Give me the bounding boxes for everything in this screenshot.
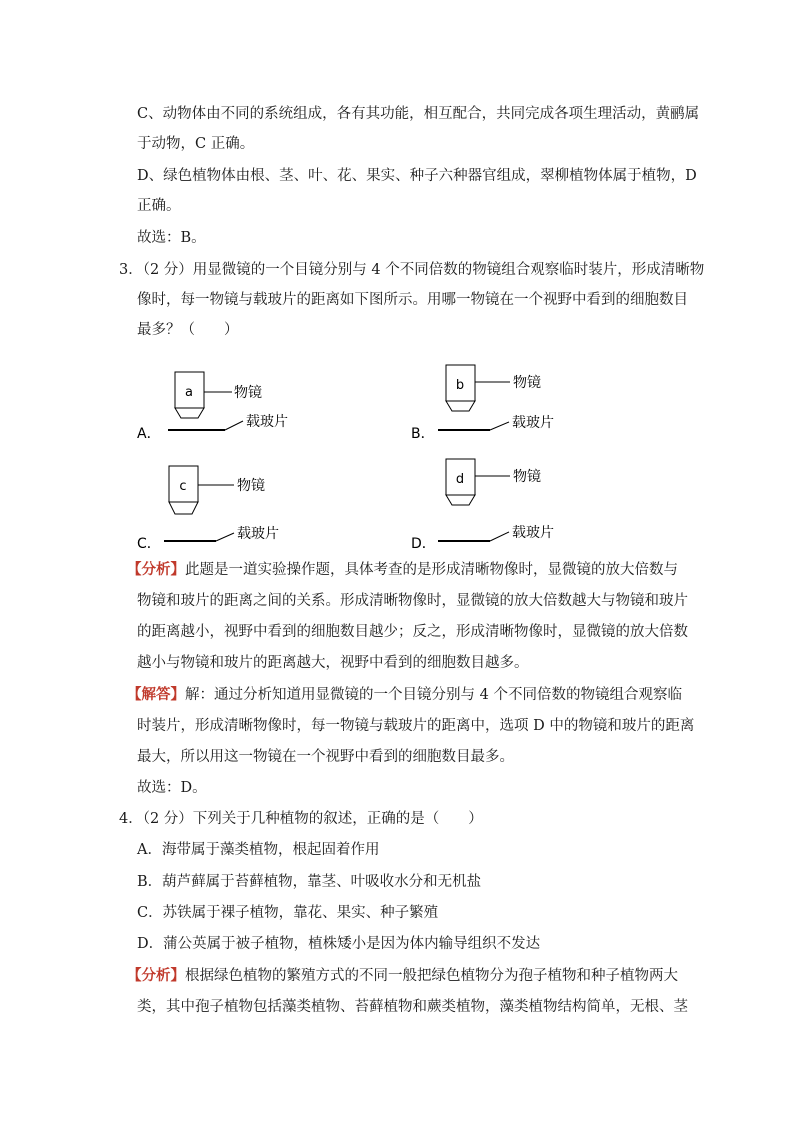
option-a-label: A． (137, 426, 161, 442)
q3-stem-line2: 像时，每一物镜与载玻片的距离如下图所示。用哪一物镜在一个视野中看到的细胞数目 (137, 292, 688, 308)
solution-tag: 【解答】 (127, 686, 185, 703)
analysis-tag: 【分析】 (127, 561, 185, 578)
q3-solution-line1: 【解答】解：通过分析知道用显微镜的一个目镜分别与 4 个不同倍数的物镜组合观察临 (127, 686, 682, 703)
q3-stem-line3: 最多？（ ） (137, 322, 239, 338)
q4-option-d: D．蒲公英属于被子植物，植株矮小是因为体内输导组织不发达 (137, 936, 541, 952)
label-objective-d: 物镜 (513, 469, 541, 485)
objective-lens-d (446, 495, 475, 505)
diagram-c (137, 466, 279, 552)
q3-analysis-line1: 【分析】此题是一道实验操作题，具体考查的是形成清晰物像时，显微镜的放大倍数与 (127, 561, 678, 578)
objective-diagrams (0, 355, 794, 555)
objective-lens-b (446, 401, 475, 411)
q4-stem: 4．（2 分）下列关于几种植物的叙述，正确的是（ ） (119, 811, 483, 827)
letter-d: d (455, 472, 465, 487)
option-d-explanation-line1: D、绿色植物体由根、茎、叶、花、果实、种子六种器官组成，翠柳植物体属于植物，D (137, 168, 697, 184)
pointer-slide-a (225, 421, 243, 430)
option-d-explanation-line2: 正确。 (137, 198, 181, 214)
q3-analysis-line4: 越小与物镜和玻片的距离越大，视野中看到的细胞数目越多。 (137, 655, 529, 671)
q3-answer: 故选：D。 (137, 780, 207, 796)
pointer-slide-b (490, 422, 509, 430)
label-slide-a: 载玻片 (246, 414, 288, 430)
q3-stem-line1: 3．（2 分）用显微镜的一个目镜分别与 4 个不同倍数的物镜组合观察临时装片，形成清晰物 (119, 262, 705, 278)
label-slide-d: 载玻片 (512, 525, 554, 541)
option-c-explanation-line2: 于动物，C 正确。 (137, 136, 255, 152)
q3-solution-line3: 最大，所以用这一物镜在一个视野中看到的细胞数目最多。 (137, 749, 514, 765)
diagram-d (411, 459, 554, 552)
label-slide-b: 载玻片 (512, 415, 554, 431)
q4-analysis-tag: 【分析】 (127, 967, 185, 984)
letter-c: c (179, 479, 187, 494)
label-slide-c: 载玻片 (237, 526, 279, 542)
pointer-slide-d (490, 532, 509, 541)
letter-b: b (455, 378, 465, 393)
q4-option-a: A．海带属于藻类植物，根起固着作用 (137, 842, 380, 858)
previous-answer: 故选：B。 (137, 230, 206, 246)
diagram-b (411, 365, 554, 442)
objective-lens-a (175, 408, 204, 418)
q4-option-b: B．葫芦藓属于苔藓植物，靠茎、叶吸收水分和无机盐 (137, 874, 482, 890)
q3-solution-line2: 时装片，形成清晰物像时，每一物镜与载玻片的距离中，选项 D 中的物镜和玻片的距离 (137, 718, 695, 734)
label-objective-a: 物镜 (234, 385, 262, 401)
q3-analysis-line2: 物镜和玻片的距离之间的关系。形成清晰物像时，显微镜的放大倍数越大与物镜和玻片 (137, 593, 688, 609)
q4-analysis-line1: 【分析】根据绿色植物的繁殖方式的不同一般把绿色植物分为孢子植物和种子植物两大 (127, 967, 678, 984)
label-objective-b: 物镜 (513, 375, 541, 391)
q3-analysis-line3: 的距离越小，视野中看到的细胞数目越少；反之，形成清晰物像时，显微镜的放大倍数 (137, 624, 688, 640)
option-c-label: C． (137, 536, 161, 552)
option-c-explanation-line1: C、动物体由不同的系统组成，各有其功能，相互配合，共同完成各项生理活动，黄鹂属 (137, 106, 700, 122)
option-b-label: B． (411, 426, 435, 442)
option-d-label: D． (411, 536, 436, 552)
q4-option-c: C．苏铁属于裸子植物，靠花、果实、种子繁殖 (137, 905, 439, 921)
label-objective-c: 物镜 (237, 478, 265, 494)
pointer-slide-c (216, 533, 234, 541)
letter-a: a (185, 385, 193, 400)
objective-lens-c (169, 502, 198, 514)
q4-analysis-line2: 类，其中孢子植物包括藻类植物、苔藓植物和蕨类植物，藻类植物结构简单，无根、茎 (137, 999, 688, 1015)
diagram-a (137, 372, 288, 442)
